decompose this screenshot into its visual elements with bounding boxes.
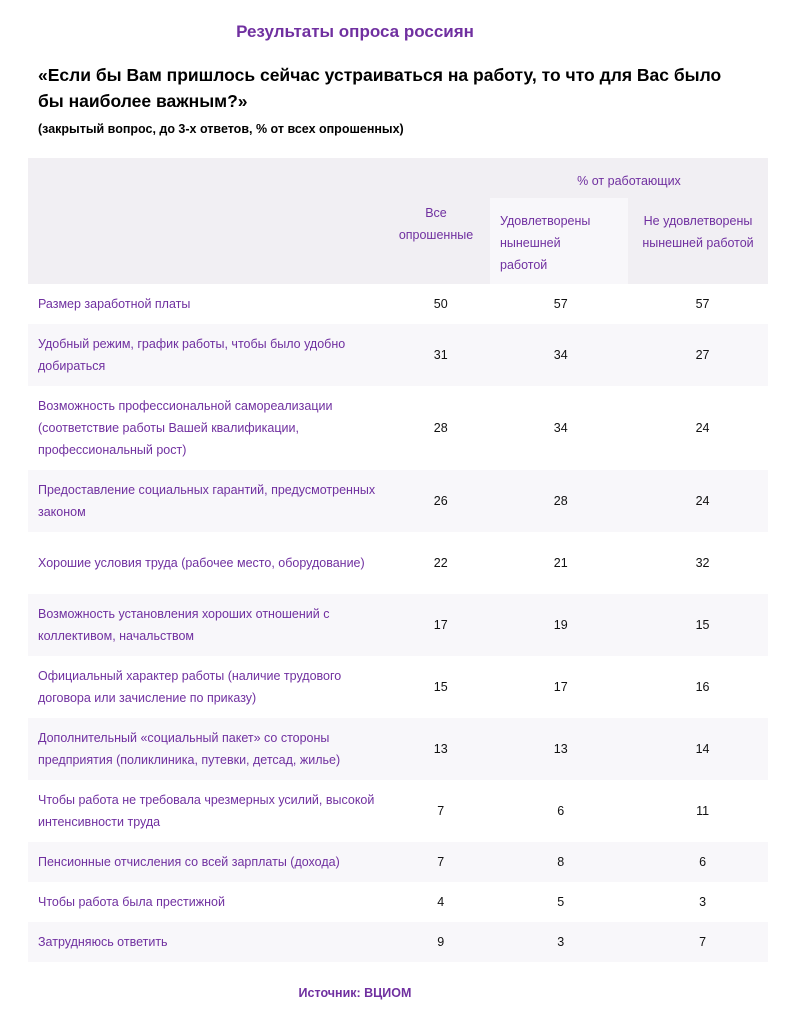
cell-satisfied: 34 <box>553 421 568 435</box>
cell-all-respondents: 26 <box>433 494 448 508</box>
cell-satisfied: 34 <box>553 348 568 362</box>
cell-all-respondents: 7 <box>437 804 445 818</box>
row-label: Чтобы работа не требовала чрезмерных усилий, высокой интенсивности труда <box>38 793 375 829</box>
cell-unsatisfied: 24 <box>695 494 710 508</box>
survey-question: «Если бы Вам пришлось сейчас устраиваться на работу, то что для Вас было бы наиболее важным?» <box>38 65 722 111</box>
cell-all-respondents: 15 <box>433 680 448 694</box>
cell-unsatisfied: 3 <box>699 895 707 909</box>
cell-satisfied: 5 <box>557 895 565 909</box>
row-label: Чтобы работа была престижной <box>38 895 225 909</box>
table-row <box>28 594 768 656</box>
table-row <box>28 718 768 780</box>
results-table <box>28 158 768 962</box>
row-label: Возможность профессиональной самореализации (соответствие работы Вашей квалификации, профессиональный рост) <box>38 399 333 457</box>
row-label: Затрудняюсь ответить <box>38 935 168 949</box>
cell-unsatisfied: 6 <box>699 855 707 869</box>
table-row <box>28 882 768 922</box>
cell-unsatisfied: 32 <box>695 556 710 570</box>
cell-all-respondents: 7 <box>437 855 445 869</box>
cell-satisfied: 21 <box>553 556 568 570</box>
page-title: Результаты опроса россиян <box>236 22 474 41</box>
cell-unsatisfied: 16 <box>695 680 710 694</box>
header-all-respondents: Все опрошенные <box>398 206 474 242</box>
cell-all-respondents: 22 <box>433 556 448 570</box>
table-row <box>28 386 768 470</box>
row-label: Пенсионные отчисления со всей зарплаты (дохода) <box>38 855 340 869</box>
cell-all-respondents: 9 <box>437 935 445 949</box>
row-label: Хорошие условия труда (рабочее место, оборудование) <box>38 556 365 570</box>
question-note: (закрытый вопрос, до 3-х ответов, % от всех опрошенных) <box>38 122 404 136</box>
table-row <box>28 324 768 386</box>
table-row <box>28 842 768 882</box>
header-satisfied: Удовлетворены нынешней работой <box>500 214 591 272</box>
row-label: Официальный характер работы (наличие трудового договора или зачисление по приказу) <box>38 669 342 705</box>
header-group-employed: % от работающих <box>577 174 681 188</box>
cell-all-respondents: 50 <box>433 297 448 311</box>
cell-unsatisfied: 7 <box>699 935 707 949</box>
cell-satisfied: 19 <box>553 618 568 632</box>
table-row <box>28 922 768 962</box>
cell-unsatisfied: 24 <box>695 421 710 435</box>
cell-unsatisfied: 11 <box>696 804 710 818</box>
table-body <box>28 284 768 962</box>
cell-satisfied: 13 <box>553 742 568 756</box>
cell-satisfied: 3 <box>557 935 565 949</box>
cell-all-respondents: 31 <box>433 348 448 362</box>
cell-satisfied: 6 <box>557 804 565 818</box>
source-note: Источник: ВЦИОМ <box>298 986 412 1000</box>
table-row <box>28 284 768 324</box>
cell-satisfied: 8 <box>557 855 565 869</box>
cell-all-respondents: 17 <box>433 618 448 632</box>
table-row <box>28 780 768 842</box>
row-label: Удобный режим, график работы, чтобы было удобно добираться <box>38 337 346 373</box>
row-label: Дополнительный «социальный пакет» со стороны предприятия (поликлиника, путевки, детсад, жилье) <box>38 731 341 767</box>
cell-unsatisfied: 15 <box>695 618 710 632</box>
cell-unsatisfied: 27 <box>695 348 710 362</box>
table-header <box>28 158 768 284</box>
cell-satisfied: 57 <box>553 297 568 311</box>
cell-all-respondents: 28 <box>433 421 448 435</box>
cell-unsatisfied: 14 <box>695 742 710 756</box>
cell-all-respondents: 4 <box>437 895 445 909</box>
cell-unsatisfied: 57 <box>695 297 710 311</box>
table-row <box>28 656 768 718</box>
row-label: Возможность установления хороших отношений с коллективом, начальством <box>38 607 330 643</box>
table-row <box>28 532 768 594</box>
header-satisfied-cell <box>490 198 628 284</box>
cell-all-respondents: 13 <box>433 742 448 756</box>
cell-satisfied: 17 <box>553 680 568 694</box>
header-unsatisfied: Не удовлетворены нынешней работой <box>642 214 754 250</box>
row-label: Размер заработной платы <box>38 297 191 311</box>
header-unsatisfied-cell <box>628 198 768 284</box>
cell-satisfied: 28 <box>553 494 568 508</box>
table-row <box>28 470 768 532</box>
row-label: Предоставление социальных гарантий, предусмотренных законом <box>38 483 376 519</box>
